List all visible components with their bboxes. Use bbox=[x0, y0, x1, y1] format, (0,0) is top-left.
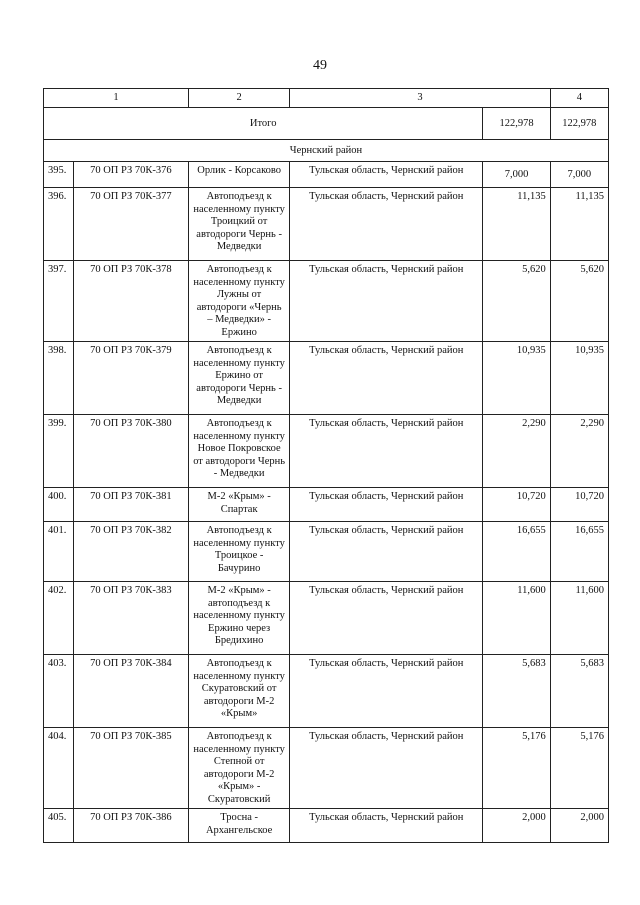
column-number-row bbox=[44, 89, 609, 108]
row-number: 401. bbox=[44, 522, 74, 582]
road-value-2: 16,655 bbox=[550, 522, 608, 582]
road-value-2: 7,000 bbox=[550, 162, 608, 188]
row-number: 399. bbox=[44, 415, 74, 488]
road-value-1: 5,620 bbox=[483, 261, 550, 342]
road-value-2: 10,935 bbox=[550, 342, 608, 415]
road-value-2: 5,683 bbox=[550, 655, 608, 728]
road-value-1: 11,135 bbox=[483, 188, 550, 261]
road-code: 70 ОП РЗ 70К-386 bbox=[73, 809, 188, 843]
road-code: 70 ОП РЗ 70К-380 bbox=[73, 415, 188, 488]
table-row bbox=[44, 188, 609, 261]
road-value-2: 2,290 bbox=[550, 415, 608, 488]
road-location: Тульская область, Чернский район bbox=[290, 415, 483, 488]
row-number: 396. bbox=[44, 188, 74, 261]
road-value-2: 11,135 bbox=[550, 188, 608, 261]
road-name: Автоподъезд к населенному пункту Ержино от автодороги Чернь - Медведки bbox=[189, 342, 290, 415]
road-name: Тросна - Архангельское bbox=[189, 809, 290, 843]
road-value-2: 10,720 bbox=[550, 488, 608, 522]
row-number: 397. bbox=[44, 261, 74, 342]
road-location: Тульская область, Чернский район bbox=[290, 261, 483, 342]
column-number-1: 1 bbox=[44, 89, 189, 108]
road-name: Автоподъезд к населенному пункту Новое Покровское от автодороги Чернь - Медведки bbox=[189, 415, 290, 488]
row-number: 405. bbox=[44, 809, 74, 843]
road-value-1: 10,720 bbox=[483, 488, 550, 522]
road-code: 70 ОП РЗ 70К-382 bbox=[73, 522, 188, 582]
district-row bbox=[44, 140, 609, 162]
column-number-4: 4 bbox=[550, 89, 608, 108]
road-location: Тульская область, Чернский район bbox=[290, 188, 483, 261]
row-number: 404. bbox=[44, 728, 74, 809]
table-row bbox=[44, 261, 609, 342]
road-location: Тульская область, Чернский район bbox=[290, 655, 483, 728]
column-number-2: 2 bbox=[189, 89, 290, 108]
total-row bbox=[44, 108, 609, 140]
road-value-1: 2,290 bbox=[483, 415, 550, 488]
road-value-2: 5,620 bbox=[550, 261, 608, 342]
road-location: Тульская область, Чернский район bbox=[290, 342, 483, 415]
row-number: 402. bbox=[44, 582, 74, 655]
table-row bbox=[44, 342, 609, 415]
road-value-1: 11,600 bbox=[483, 582, 550, 655]
road-name: Автоподъезд к населенному пункту Троицкое - Бачурино bbox=[189, 522, 290, 582]
road-value-2: 2,000 bbox=[550, 809, 608, 843]
road-code: 70 ОП РЗ 70К-377 bbox=[73, 188, 188, 261]
road-value-2: 11,600 bbox=[550, 582, 608, 655]
road-value-2: 5,176 bbox=[550, 728, 608, 809]
roads-table bbox=[43, 88, 609, 843]
row-number: 398. bbox=[44, 342, 74, 415]
road-name: Автоподъезд к населенному пункту Скуратовский от автодороги М-2 «Крым» bbox=[189, 655, 290, 728]
road-value-1: 7,000 bbox=[483, 162, 550, 188]
road-name: М-2 «Крым» - автоподъезд к населенному пункту Ержино через Бредихино bbox=[189, 582, 290, 655]
road-code: 70 ОП РЗ 70К-378 bbox=[73, 261, 188, 342]
road-name: Автоподъезд к населенному пункту Лужны от автодороги «Чернь – Медведки» - Ержино bbox=[189, 261, 290, 342]
road-value-1: 16,655 bbox=[483, 522, 550, 582]
table-row bbox=[44, 415, 609, 488]
road-location: Тульская область, Чернский район bbox=[290, 488, 483, 522]
road-code: 70 ОП РЗ 70К-383 bbox=[73, 582, 188, 655]
road-location: Тульская область, Чернский район bbox=[290, 522, 483, 582]
road-value-1: 5,176 bbox=[483, 728, 550, 809]
row-number: 395. bbox=[44, 162, 74, 188]
road-code: 70 ОП РЗ 70К-385 bbox=[73, 728, 188, 809]
total-value-1: 122,978 bbox=[483, 108, 550, 140]
road-code: 70 ОП РЗ 70К-381 bbox=[73, 488, 188, 522]
column-number-3: 3 bbox=[290, 89, 551, 108]
table-row bbox=[44, 728, 609, 809]
table-row bbox=[44, 522, 609, 582]
road-code: 70 ОП РЗ 70К-376 bbox=[73, 162, 188, 188]
table-row bbox=[44, 488, 609, 522]
road-location: Тульская область, Чернский район bbox=[290, 162, 483, 188]
road-location: Тульская область, Чернский район bbox=[290, 809, 483, 843]
total-label: Итого bbox=[44, 108, 483, 140]
row-number: 400. bbox=[44, 488, 74, 522]
road-name: Автоподъезд к населенному пункту Степной от автодороги М-2 «Крым» - Скуратовский bbox=[189, 728, 290, 809]
table-row bbox=[44, 655, 609, 728]
district-title: Чернский район bbox=[44, 140, 609, 162]
road-code: 70 ОП РЗ 70К-379 bbox=[73, 342, 188, 415]
road-value-1: 2,000 bbox=[483, 809, 550, 843]
road-name: М-2 «Крым» - Спартак bbox=[189, 488, 290, 522]
road-location: Тульская область, Чернский район bbox=[290, 582, 483, 655]
page-number: 49 bbox=[313, 58, 327, 73]
total-value-2: 122,978 bbox=[550, 108, 608, 140]
road-value-1: 5,683 bbox=[483, 655, 550, 728]
road-name: Орлик - Корсаково bbox=[189, 162, 290, 188]
table-row bbox=[44, 809, 609, 843]
table-row bbox=[44, 582, 609, 655]
road-location: Тульская область, Чернский район bbox=[290, 728, 483, 809]
row-number: 403. bbox=[44, 655, 74, 728]
road-code: 70 ОП РЗ 70К-384 bbox=[73, 655, 188, 728]
road-value-1: 10,935 bbox=[483, 342, 550, 415]
road-name: Автоподъезд к населенному пункту Троицкий от автодороги Чернь - Медведки bbox=[189, 188, 290, 261]
table-row bbox=[44, 162, 609, 188]
